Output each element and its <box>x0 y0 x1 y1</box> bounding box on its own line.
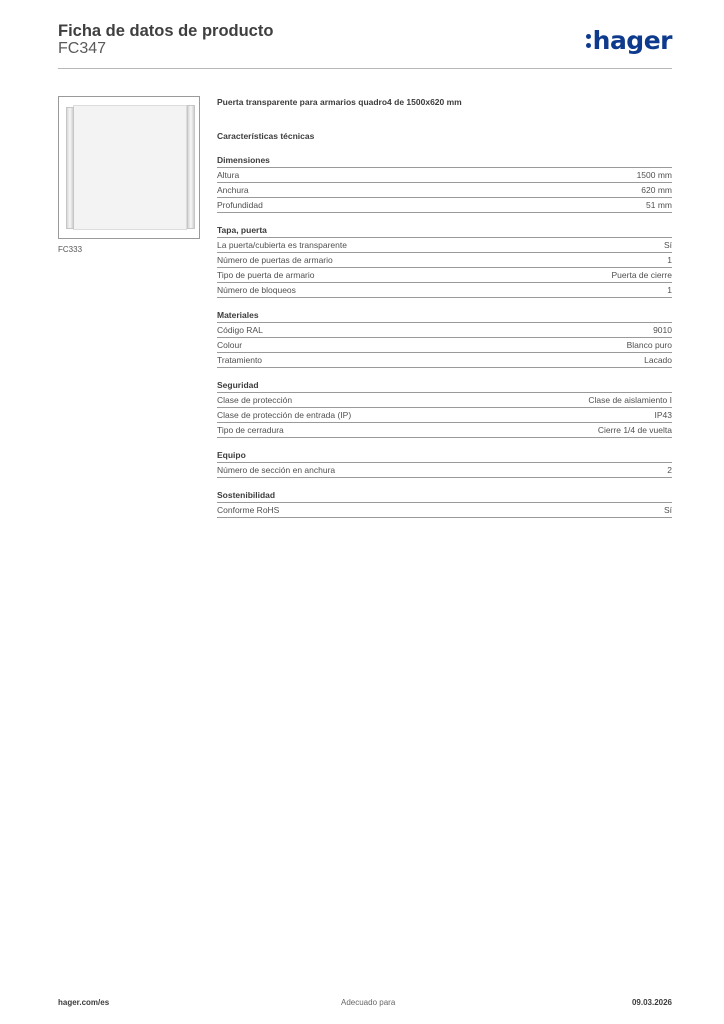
technical-characteristics-heading: Características técnicas <box>217 131 315 141</box>
spec-row <box>217 268 672 283</box>
spec-label: Tipo de cerradura <box>217 425 284 435</box>
spec-value: Puerta de cierre <box>611 270 672 280</box>
section-title: Materiales <box>217 308 672 323</box>
footer-date: 09.03.2026 <box>631 998 672 1007</box>
spec-row <box>217 408 672 423</box>
spec-label: Número de bloqueos <box>217 285 296 295</box>
spec-sections <box>217 153 672 518</box>
spec-label: Profundidad <box>217 200 263 210</box>
spec-label: Tipo de puerta de armario <box>217 270 315 280</box>
spec-row <box>217 283 672 298</box>
spec-section <box>217 153 672 213</box>
image-caption: FC333 <box>58 245 83 254</box>
footer-suitable-for: Adecuado para <box>341 998 396 1007</box>
spec-label: Número de sección en anchura <box>217 465 336 475</box>
section-title: Seguridad <box>217 378 672 393</box>
door-rail-left <box>66 107 74 229</box>
spec-row <box>217 353 672 368</box>
spec-label: Altura <box>217 170 240 180</box>
spec-section <box>217 488 672 518</box>
spec-label: La puerta/cubierta es transparente <box>217 240 347 250</box>
spec-value: Clase de aislamiento I <box>588 395 672 405</box>
section-title: Tapa, puerta <box>217 223 672 238</box>
spec-label: Conforme RoHS <box>217 505 280 515</box>
spec-row <box>217 183 672 198</box>
page-header <box>58 22 672 70</box>
product-image <box>58 96 200 239</box>
spec-section <box>217 308 672 368</box>
section-title: Sostenibilidad <box>217 488 672 503</box>
spec-label: Número de puertas de armario <box>217 255 333 265</box>
spec-label: Tratamiento <box>217 355 263 365</box>
spec-value: Lacado <box>644 355 672 365</box>
spec-value: Cierre 1/4 de vuelta <box>597 425 672 435</box>
spec-value: Sí <box>663 505 672 515</box>
spec-section <box>217 448 672 478</box>
spec-row <box>217 393 672 408</box>
spec-section <box>217 378 672 438</box>
door-rail-right <box>187 105 195 229</box>
spec-row <box>217 198 672 213</box>
spec-label: Anchura <box>217 185 249 195</box>
spec-value: 620 mm <box>641 185 672 195</box>
spec-row <box>217 168 672 183</box>
header-divider <box>58 68 672 69</box>
spec-label: Colour <box>217 340 243 350</box>
door-panel-illustration <box>73 105 187 230</box>
spec-row <box>217 253 672 268</box>
spec-value: 1 <box>667 285 672 295</box>
spec-value: Blanco puro <box>626 340 672 350</box>
spec-row <box>217 338 672 353</box>
spec-label: Código RAL <box>217 325 263 335</box>
spec-value: 1 <box>667 255 672 265</box>
product-code: FC347 <box>58 40 107 57</box>
spec-value: IP43 <box>654 410 672 420</box>
spec-value: Sí <box>663 240 672 250</box>
spec-value: 9010 <box>653 325 672 335</box>
spec-value: 2 <box>667 465 672 475</box>
hager-logo <box>586 26 672 55</box>
section-title: Equipo <box>217 448 672 463</box>
spec-row <box>217 463 672 478</box>
spec-content <box>217 95 672 518</box>
spec-label: Clase de protección de entrada (IP) <box>217 410 352 420</box>
product-description: Puerta transparente para armarios quadro4 de 1500x620 mm <box>217 97 462 107</box>
spec-section <box>217 223 672 298</box>
section-title: Dimensiones <box>217 153 672 168</box>
spec-value: 51 mm <box>646 200 672 210</box>
logo-colon-icon <box>586 30 592 50</box>
spec-value: 1500 mm <box>636 170 672 180</box>
spec-row <box>217 323 672 338</box>
document-title: Ficha de datos de producto <box>58 22 274 40</box>
spec-row <box>217 423 672 438</box>
logo-text: hager <box>592 26 672 55</box>
page-footer <box>58 998 672 1010</box>
footer-website: hager.com/es <box>58 998 110 1007</box>
spec-row <box>217 238 672 253</box>
spec-label: Clase de protección <box>217 395 293 405</box>
spec-row <box>217 503 672 518</box>
